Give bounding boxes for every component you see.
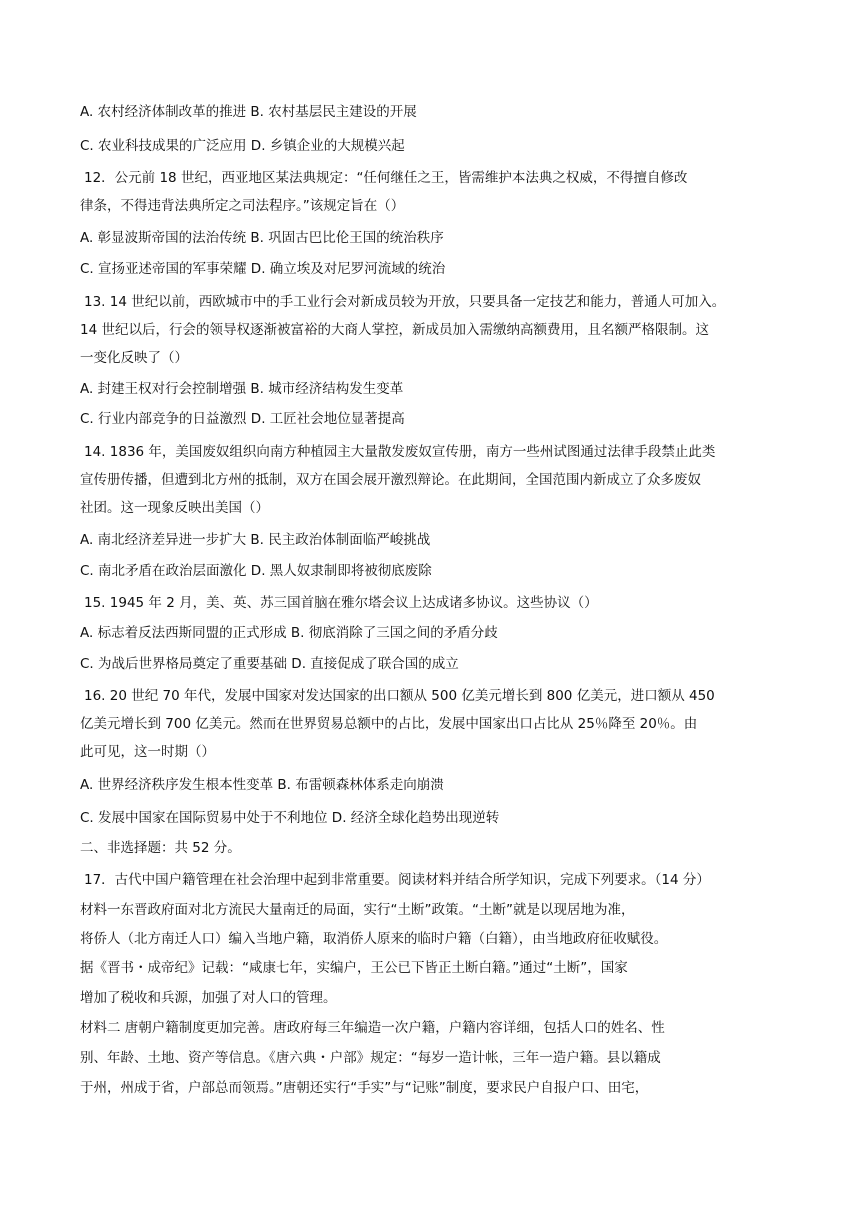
material-one: 材料一东晋政府面对北方流民大量南迁的局面，实行“土断”政策。“土断”就是以现居地为准， <box>80 902 635 918</box>
option-line: A. 农村经济体制改革的推进 B. 农村基层民主建设的开展 <box>80 104 417 120</box>
option-line: A. 封建王权对行会控制增强 B. 城市经济结构发生变革 <box>80 381 404 397</box>
question-13: 13. 14 世纪以前，西欧城市中的手工业行会对新成员较为开放，只要具备一定技艺和能力，普通人可加入。 <box>84 294 726 310</box>
question-12: 12．公元前 18 世纪，西亚地区某法典规定：“任何继任之王，皆需维护本法典之权威，不得擅自修改 <box>84 170 688 186</box>
option-line: C. 农业科技成果的广泛应用 D. 乡镇企业的大规模兴起 <box>80 138 405 154</box>
option-line: C. 行业内部竞争的日益激烈 D. 工匠社会地位显著提高 <box>80 411 405 427</box>
material-one-cont: 将侨人（北方南迁人口）编入当地户籍，取消侨人原来的临时户籍（白籍），由当地政府征收赋役。 <box>80 931 668 947</box>
option-line: A. 标志着反法西斯同盟的正式形成 B. 彻底消除了三国之间的矛盾分歧 <box>80 625 498 641</box>
question-16-cont: 此可见，这一时期（） <box>80 744 215 760</box>
question-16-cont: 亿美元增长到 700 亿美元。然而在世界贸易总额中的占比，发展中国家出口占比从 25％降至 20％。由 <box>80 716 698 732</box>
question-15: 15. 1945 年 2 月，美、英、苏三国首脑在雅尔塔会议上达成诸多协议。这些协议（） <box>84 595 598 611</box>
section-heading: 二、非选择题：共 52 分。 <box>80 840 241 856</box>
material-one-cont: 增加了税收和兵源，加强了对人口的管理。 <box>80 990 337 1006</box>
material-two-cont: 于州，州成于省，户部总而领焉。”唐朝还实行“手实”与“记账”制度，要求民户自报户口、田宅， <box>80 1080 649 1096</box>
material-two-cont: 别、年龄、土地、资产等信息。《唐六典・户部》规定：“每岁一造计帐，三年一造户籍。县以籍成 <box>80 1050 661 1066</box>
question-13-cont: 14 世纪以后，行会的领导权逐渐被富裕的大商人掌控，新成员加入需缴纳高额费用，且名额严格限制。这 <box>80 322 709 338</box>
option-line: C. 南北矛盾在政治层面激化 D. 黑人奴隶制即将被彻底废除 <box>80 563 432 579</box>
question-14: 14. 1836 年，美国废奴组织向南方种植园主大量散发废奴宣传册，南方一些州试图通过法律手段禁止此类 <box>84 444 716 460</box>
question-14-cont: 社团。这一现象反映出美国（） <box>80 500 269 516</box>
material-one-cont: 据《晋书・成帝纪》记载：“咸康七年，实编户，王公已下皆正土断白籍。”通过“土断”，国家 <box>80 960 628 976</box>
question-12-cont: 律条，不得违背法典所定之司法程序。”该规定旨在（） <box>80 198 405 214</box>
option-line: C. 为战后世界格局奠定了重要基础 D. 直接促成了联合国的成立 <box>80 656 459 672</box>
option-line: C. 宣扬亚述帝国的军事荣耀 D. 确立埃及对尼罗河流域的统治 <box>80 261 446 277</box>
material-two: 材料二 唐朝户籍制度更加完善。唐政府每三年编造一次户籍，户籍内容详细，包括人口的姓名、性 <box>80 1020 665 1036</box>
question-16: 16. 20 世纪 70 年代，发展中国家对发达国家的出口额从 500 亿美元增长到 800 亿美元，进口额从 450 <box>84 688 715 704</box>
option-line: C. 发展中国家在国际贸易中处于不利地位 D. 经济全球化趋势出现逆转 <box>80 810 500 826</box>
question-17: 17．古代中国户籍管理在社会治理中起到非常重要。阅读材料并结合所学知识，完成下列要求。（14 分） <box>84 872 710 888</box>
question-13-cont: 一变化反映了（） <box>80 350 188 366</box>
option-line: A. 世界经济秩序发生根本性变革 B. 布雷顿森林体系走向崩溃 <box>80 777 444 793</box>
option-line: A. 南北经济差异进一步扩大 B. 民主政治体制面临严峻挑战 <box>80 532 431 548</box>
option-line: A. 彰显波斯帝国的法治传统 B. 巩固古巴比伦王国的统治秩序 <box>80 230 444 246</box>
question-14-cont: 宣传册传播，但遭到北方州的抵制，双方在国会展开激烈辩论。在此期间，全国范围内新成立了众多废奴 <box>80 472 701 488</box>
